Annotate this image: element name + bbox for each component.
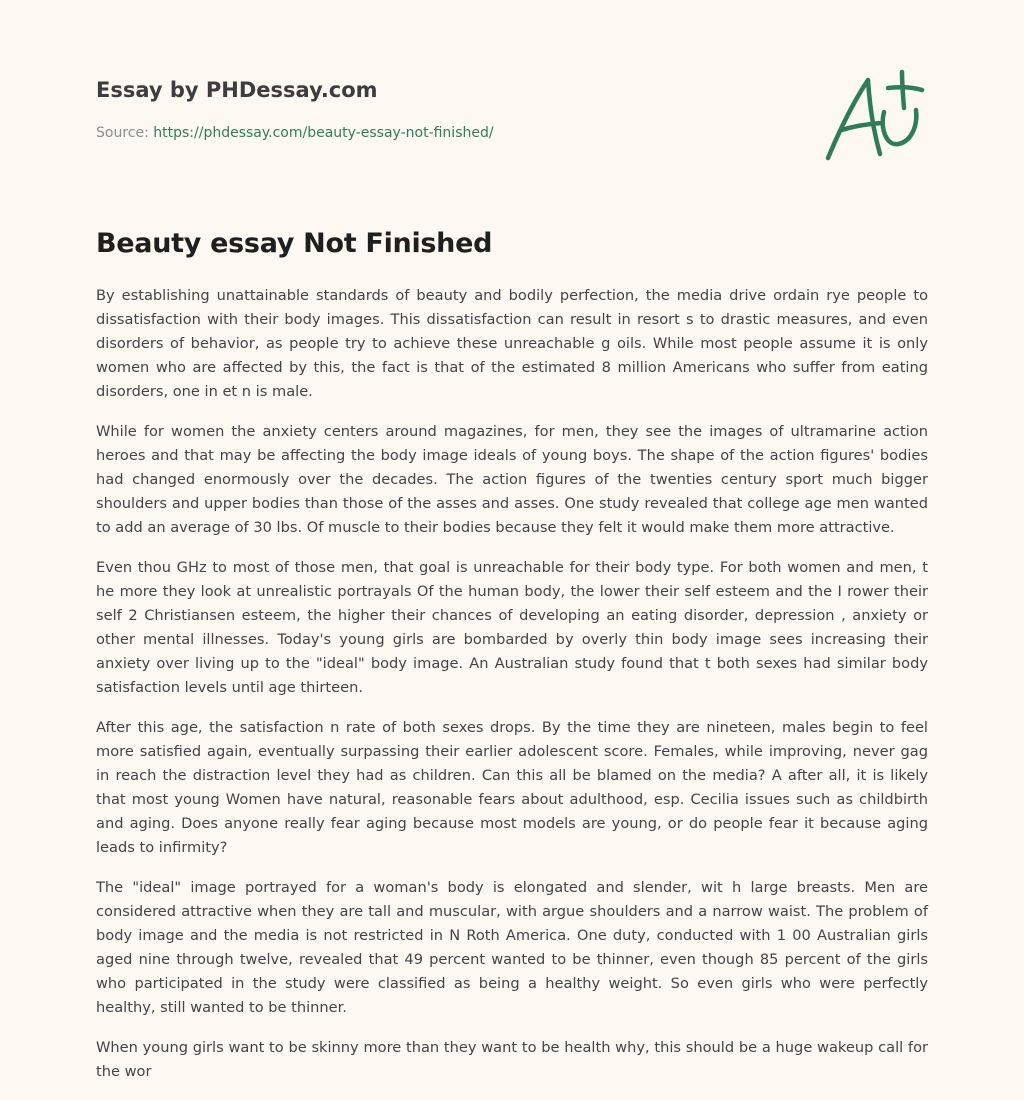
source-label: Source:: [96, 125, 154, 141]
essay-paragraph: After this age, the satisfaction n rate of both sexes drops. By the time they are nineteen, males begin to feel more satisfied again, eventually surpassing their earlier adolescent score. Females, while improving, never gag in reach the distraction level they had as children. Can this all be blamed on the media? A after all, it is likely that most young Women have natural, reasonable fears about adulthood, esp. Cecilia issues such as childbirth and aging. Does anyone really fear aging because most models are young, or do people fear it because aging leads to infirmity?: [96, 719, 928, 856]
a-plus-grade-icon: [822, 66, 932, 166]
essay-paragraph: The "ideal" image portrayed for a woman's body is elongated and slender, wit h large breasts. Men are considered attractive when they are tall and muscular, with argue shoulders and a narrow waist. The problem of body image and the media is not restricted in N Roth America. One duty, conducted with 1 00 Australian girls aged nine through twelve, revealed that 49 percent wanted to be thinner, even though 85 percent of the girls who participated in the study were classified as being a healthy weight. So even girls who were perfectly healthy, still wanted to be thinner.: [96, 879, 928, 1016]
essay-paragraph: When young girls want to be skinny more than they want to be health why, this should be a huge wakeup call for the wor: [96, 1039, 928, 1080]
source-line: [96, 124, 796, 142]
essay-title: Beauty essay Not Finished: [96, 228, 493, 259]
page-header: [96, 76, 796, 142]
essay-paragraph: By establishing unattainable standards of beauty and bodily perfection, the media drive ordain rye people to dissatisfaction with their body images. This dissatisfaction can result in resort s to drastic measures, and even disorders of behavior, as people try to achieve these unreachable g oils. While most people assume it is only women who are affected by this, the fact is that of the estimated 8 million Americans who suffer from eating disorders, one in et n is male.: [96, 287, 928, 400]
essay-body: [96, 284, 928, 1100]
essay-paragraph: Even thou GHz to most of those men, that goal is unreachable for their body type. For both women and men, t he more they look at unrealistic portrayals Of the human body, the lower their self esteem and the I rower their self 2 Christiansen esteem, the higher their chances of developing an eating disorder, depression , anxiety or other mental illnesses. Today's young girls are bombarded by overly thin body image sees increasing their anxiety over living up to the "ideal" body image. An Australian study found that t both sexes had similar body satisfaction levels until age thirteen.: [96, 559, 928, 696]
site-brand: Essay by PHDessay.com: [96, 78, 378, 102]
source-link[interactable]: https://phdessay.com/beauty-essay-not-finished/: [153, 125, 494, 141]
essay-paragraph: While for women the anxiety centers around magazines, for men, they see the images of ultramarine action heroes and that may be affecting the body image ideals of young boys. The shape of the action figures' bodies had changed enormously over the decades. The action figures of the twenties century sport much bigger shoulders and upper bodies than those of the asses and asses. One study revealed that college age men wanted to add an average of 30 lbs. Of muscle to their bodies because they felt it would make them more attractive.: [96, 423, 928, 536]
